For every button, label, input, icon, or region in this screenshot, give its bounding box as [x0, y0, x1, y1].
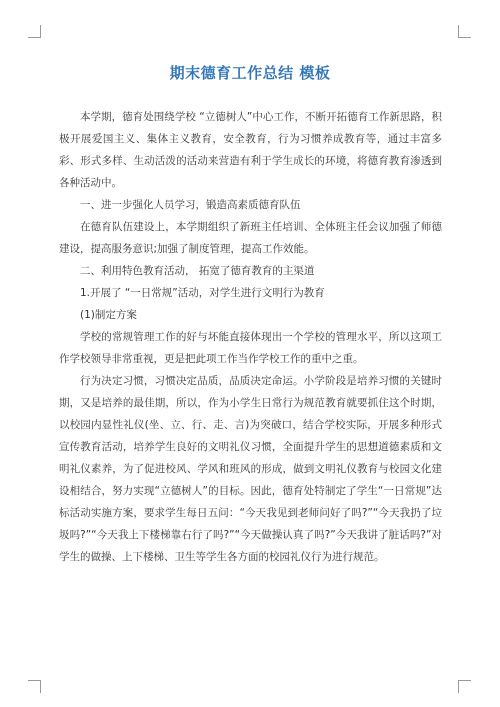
crop-mark-bottom-right: [458, 680, 471, 693]
section-heading-1: 一、进一步强化人员学习，锻造高素质德育队伍: [80, 199, 301, 211]
crop-mark-top-left: [28, 25, 41, 38]
sub-subsection-heading-1: (1)制定方案: [80, 309, 137, 321]
plan-paragraph-2: 行为决定习惯，习惯决定品质，品质决定命运。小学阶段是培养习惯的关键时期，又是培养的最佳期，所以，作为小学生日常行为规范教育就要抓住这个时期，以校园内显性礼仪(坐、立、行、走、言)为突破口，结合学校实际，开展多种形式宣传教育活动，培养学生良好的文明礼仪习惯，全面提升学生的思想道德素质和文明礼仪素养，为了促进校风、学风和班风的形成，做到文明礼仪教育与校园文化建设相结合，努力实现“立德树人”的目标。因此，德育处特制定了学生“一日常规”达标活动实施方案，要求学生每日五问：“今天我见到老师问好了吗?”“今天我扔了垃圾吗?”“今天我上下楼梯靠右行了吗?”“今天做操认真了吗?”今天我讲了脏话吗?”对学生的做操、上下楼梯、卫生等学生各方面的校园礼仪行为进行规范。: [59, 375, 442, 563]
section-heading-2: 二、利用特色教育活动， 拓宽了德育教育的主渠道: [80, 265, 315, 277]
intro-paragraph: 本学期，德育处围绕学校 “立德树人”中心工作，不断开拓德育工作新思路，积极开展爱国主义、集体主义教育，安全教育，行为习惯养成教育等，通过丰富多彩、形式多样、生动活泼的活动来营造有利于学生成长的环境，将德育教育渗透到各种活动中。: [59, 111, 442, 189]
plan-paragraph-1: 学校的常规管理工作的好与坏能直接体现出一个学校的管理水平，所以这项工作学校领导非常重视，更是把此项工作当作学校工作的重中之重。: [59, 331, 442, 365]
crop-mark-top-right: [458, 25, 471, 38]
document-title: 期末德育工作总结 模板: [169, 64, 331, 82]
section-1-paragraph: 在德育队伍建设上，本学期组织了新班主任培训、全体班主任会议加强了师德建设，提高服务意识;加强了制度管理，提高工作效能。: [59, 221, 442, 255]
document-body: [59, 106, 442, 568]
subsection-heading-1: 1.开展了 “一日常规”活动，对学生进行文明行为教育: [80, 287, 325, 299]
crop-mark-bottom-left: [28, 680, 41, 693]
